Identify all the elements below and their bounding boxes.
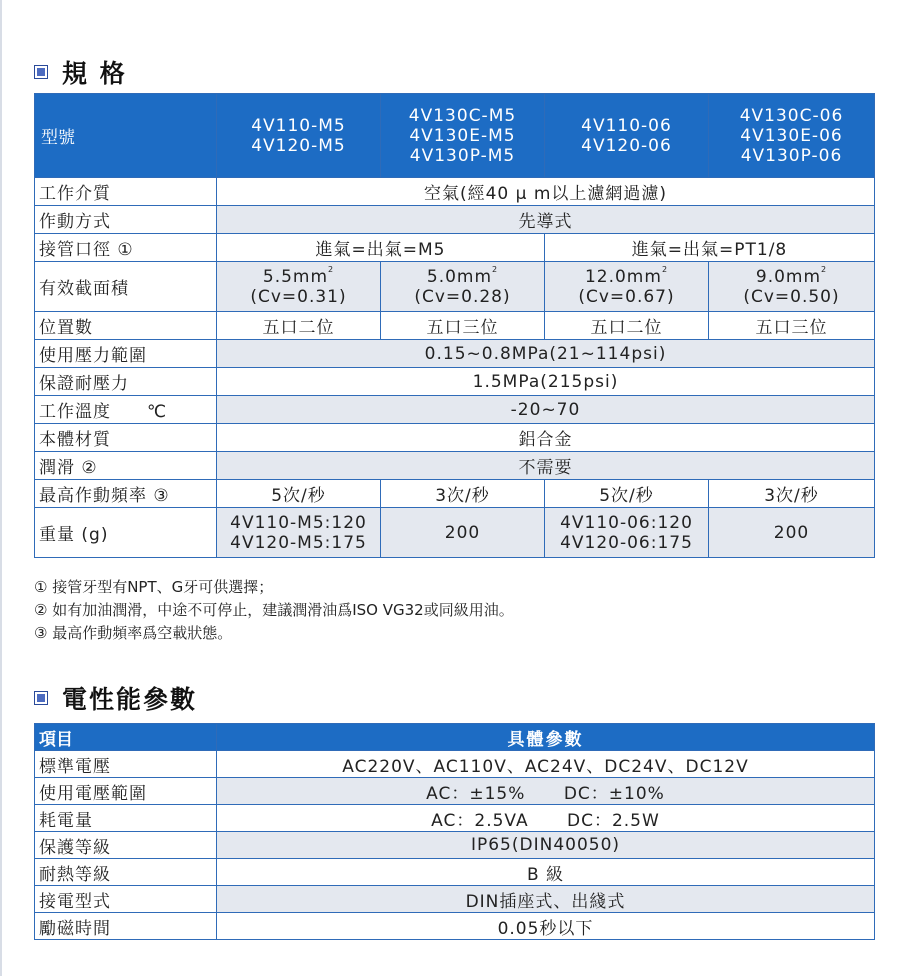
row-temp — [35, 396, 875, 424]
row-value: $12.0mm^2$ (Cv=0.67) — [545, 262, 709, 312]
row-pressure — [35, 340, 875, 368]
electric-table — [34, 723, 875, 940]
row-label: 潤滑 ② — [35, 452, 217, 480]
row-value: AC：±15% DC：±10% — [217, 778, 875, 805]
row-value: $5.5mm^2$ (Cv=0.31) — [217, 262, 381, 312]
row-value: AC220V、AC110V、AC24V、DC24V、DC12V — [217, 751, 875, 778]
note-item: ① 接管牙型有NPT、G牙可供選擇； — [34, 578, 274, 596]
row-value: 3次/秒 — [709, 480, 875, 508]
model-name: 4V130C-M5 — [408, 105, 517, 126]
model-group-1 — [217, 94, 381, 178]
row-value: 0.05秒以下 — [217, 913, 875, 940]
row-actuation — [35, 206, 875, 234]
spec-header-row — [35, 94, 875, 178]
row-value: 不需要 — [217, 452, 875, 480]
spec-section-title: 規 格 — [62, 59, 127, 88]
row-value: 4V110-06:120 4V120-06:175 — [545, 508, 709, 558]
row-label: 接管口徑 ① — [35, 234, 217, 262]
spec-notes — [34, 576, 514, 645]
item-header: 項目 — [35, 724, 217, 751]
row-value: 五口二位 — [545, 312, 709, 340]
row-value: 五口三位 — [709, 312, 875, 340]
model-name: 4V130P-06 — [740, 145, 843, 166]
section-bullet-icon — [34, 65, 48, 79]
row-value: $5.0mm^2$ (Cv=0.28) — [381, 262, 545, 312]
page-left-edge — [0, 0, 2, 976]
row-label: 保證耐壓力 — [35, 368, 217, 396]
spec-table — [34, 93, 875, 558]
row-value: 先導式 — [217, 206, 875, 234]
electric-row — [35, 778, 875, 805]
note-item: ② 如有加油潤滑，中途不可停止，建議潤滑油爲ISO VG32或同級用油。 — [34, 601, 514, 619]
electric-row — [35, 886, 875, 913]
row-weight — [35, 508, 875, 558]
section-bullet-icon — [34, 691, 48, 705]
row-label: 重量 (g) — [35, 508, 217, 558]
row-label: 本體材質 — [35, 424, 217, 452]
model-name: 4V110-M5 — [251, 115, 346, 136]
row-label: 保護等級 — [35, 832, 217, 859]
row-label: 工作介質 — [35, 178, 217, 206]
row-value: 3次/秒 — [381, 480, 545, 508]
row-value: 200 — [381, 508, 545, 558]
row-label: 工作溫度 ℃ — [35, 396, 217, 424]
row-value: 進氣=出氣=PT1/8 — [545, 234, 875, 262]
row-material — [35, 424, 875, 452]
row-value: 鋁合金 — [217, 424, 875, 452]
row-label: 耐熱等級 — [35, 859, 217, 886]
model-label: 型號 — [35, 94, 217, 178]
model-name: 4V130E-M5 — [409, 125, 516, 146]
spec-section-heading — [34, 57, 127, 87]
model-name: 4V130P-M5 — [409, 145, 516, 166]
model-name: 4V120-M5 — [251, 135, 346, 156]
electric-header-row — [35, 724, 875, 751]
model-name: 4V130E-06 — [740, 125, 843, 146]
row-value: 4V110-M5:120 4V120-M5:175 — [217, 508, 381, 558]
row-value: 1.5MPa(215psi) — [217, 368, 875, 396]
row-value: 空氣(經40 μ m以上濾網過濾) — [217, 178, 875, 206]
row-label: 標準電壓 — [35, 751, 217, 778]
row-value: 0.15~0.8MPa(21~114psi) — [217, 340, 875, 368]
row-positions — [35, 312, 875, 340]
note-item: ③ 最高作動頻率爲空載狀態。 — [34, 624, 233, 642]
row-label: 有效截面積 — [35, 262, 217, 312]
model-group-2 — [381, 94, 545, 178]
row-value: IP65(DIN40050) — [217, 832, 875, 859]
row-value: AC：2.5VA DC：2.5W — [217, 805, 875, 832]
row-value: 五口二位 — [217, 312, 381, 340]
row-label: 使用電壓範圍 — [35, 778, 217, 805]
model-name: 4V130C-06 — [739, 105, 844, 126]
row-lube — [35, 452, 875, 480]
value-header: 具體參數 — [217, 724, 875, 751]
row-label: 接電型式 — [35, 886, 217, 913]
row-value: 五口三位 — [381, 312, 545, 340]
row-medium — [35, 178, 875, 206]
row-value: 進氣=出氣=M5 — [217, 234, 545, 262]
row-value: 5次/秒 — [545, 480, 709, 508]
electric-row — [35, 751, 875, 778]
row-value: $9.0mm^2$ (Cv=0.50) — [709, 262, 875, 312]
electric-section-title: 電性能參數 — [62, 685, 198, 714]
row-port — [35, 234, 875, 262]
model-group-3 — [545, 94, 709, 178]
row-value: 5次/秒 — [217, 480, 381, 508]
row-freq — [35, 480, 875, 508]
row-label: 作動方式 — [35, 206, 217, 234]
row-area — [35, 262, 875, 312]
row-label: 使用壓力範圍 — [35, 340, 217, 368]
row-label: 位置數 — [35, 312, 217, 340]
row-value: DIN插座式、出綫式 — [217, 886, 875, 913]
row-value: -20~70 — [217, 396, 875, 424]
electric-row — [35, 805, 875, 832]
electric-row — [35, 859, 875, 886]
row-value: B 級 — [217, 859, 875, 886]
model-name: 4V110-06 — [581, 115, 672, 136]
model-group-4 — [709, 94, 875, 178]
electric-row — [35, 832, 875, 859]
electric-row — [35, 913, 875, 940]
row-label: 耗電量 — [35, 805, 217, 832]
electric-section-heading — [34, 683, 197, 713]
row-label: 最高作動頻率 ③ — [35, 480, 217, 508]
row-proof — [35, 368, 875, 396]
row-label: 勵磁時間 — [35, 913, 217, 940]
model-name: 4V120-06 — [581, 135, 672, 156]
row-value: 200 — [709, 508, 875, 558]
